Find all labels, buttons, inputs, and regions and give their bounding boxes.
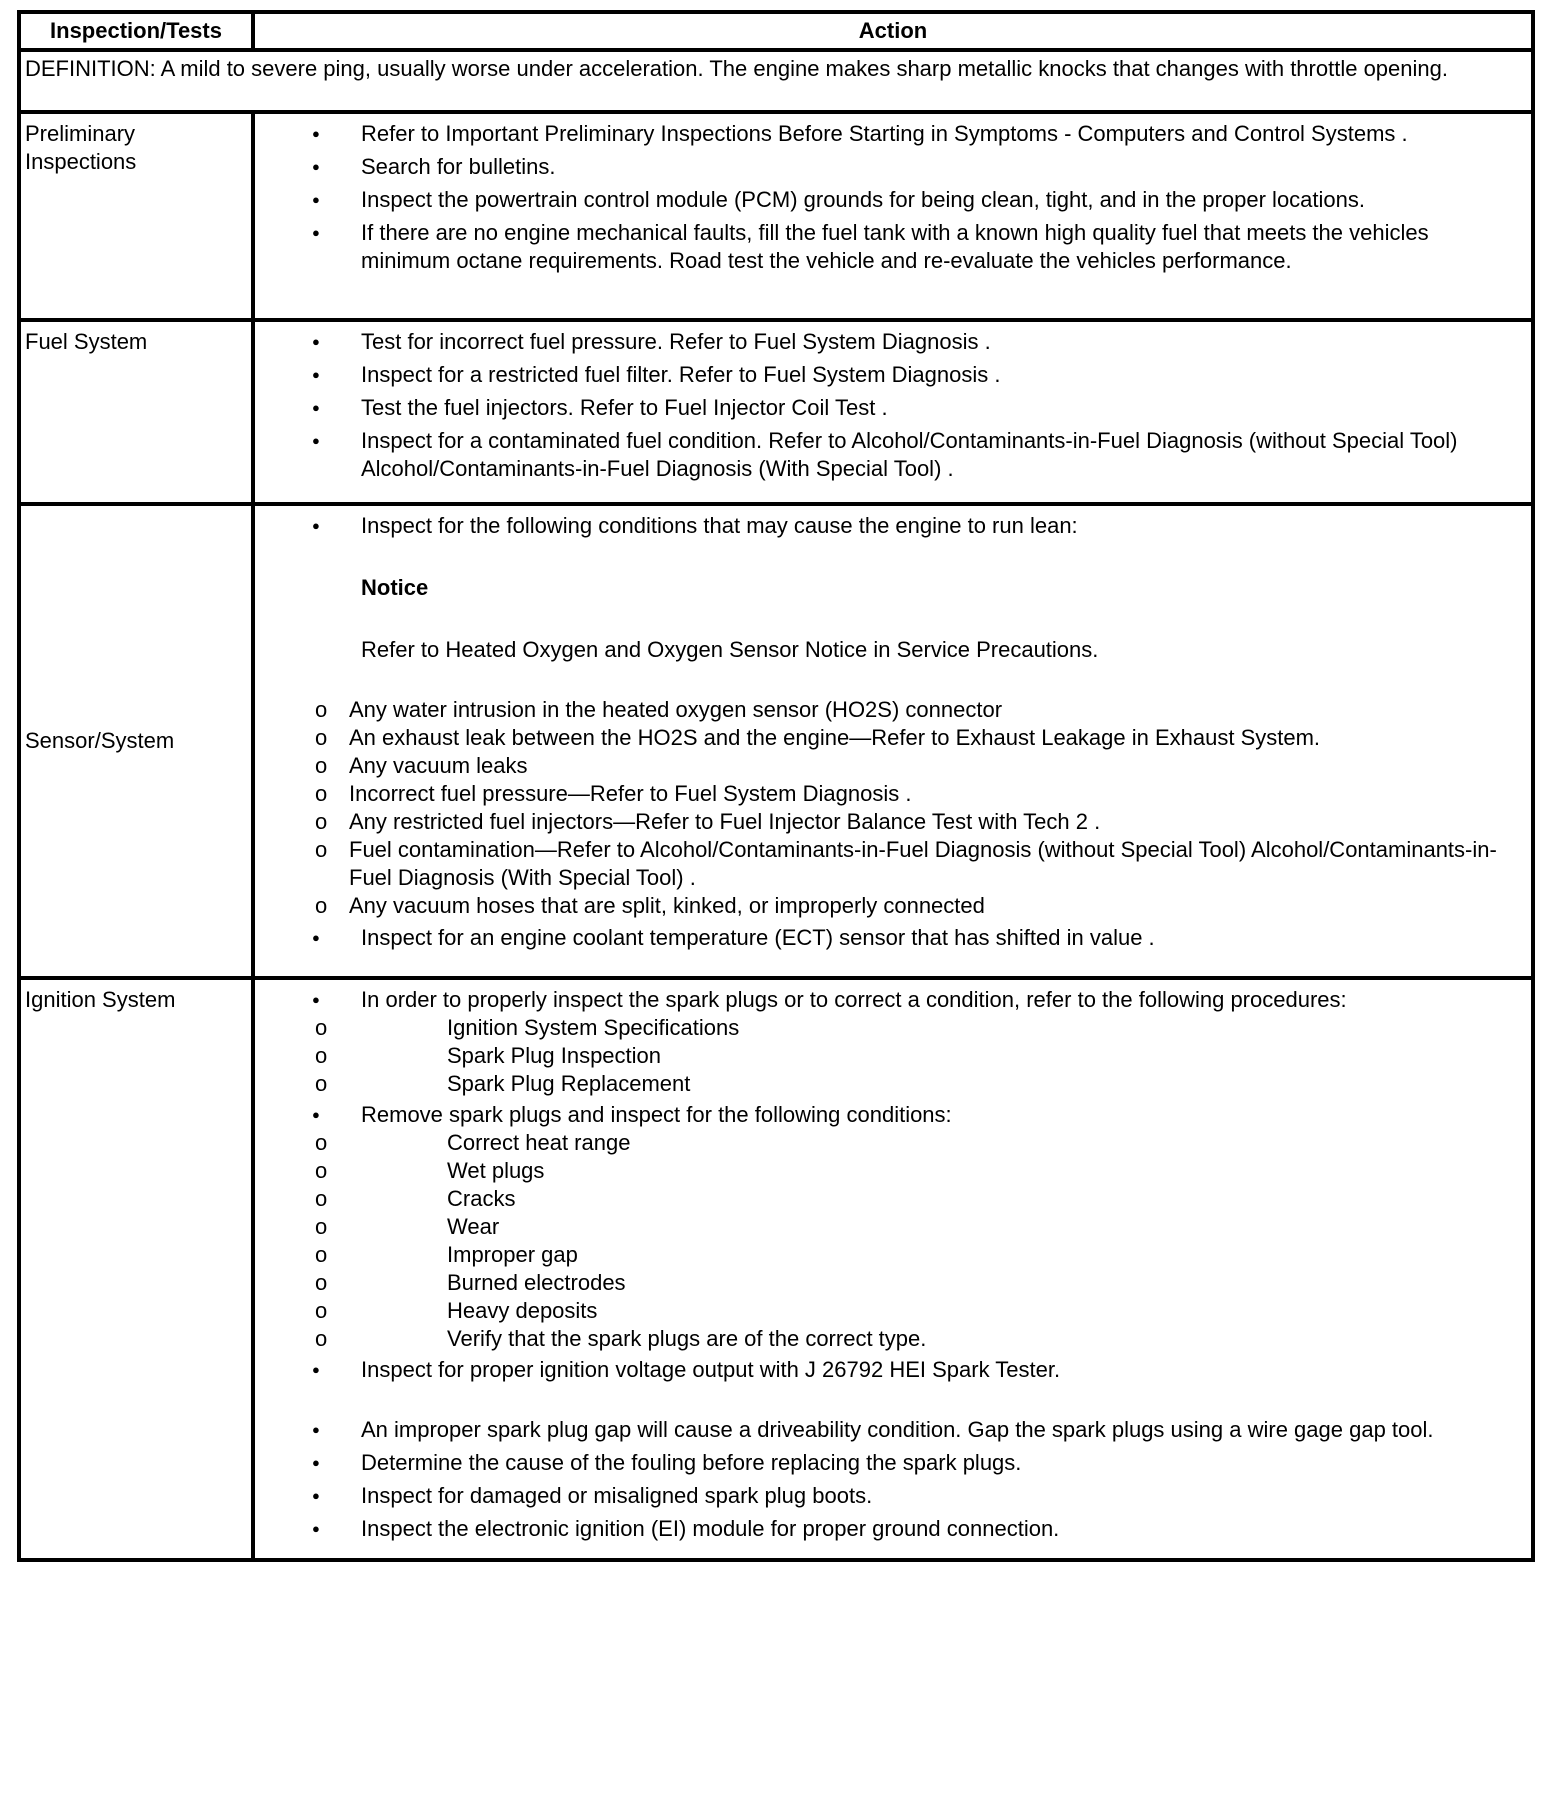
table-header-row bbox=[17, 10, 1535, 48]
row-label-fuel-system: Fuel System bbox=[21, 322, 255, 502]
row-label-preliminary: Preliminary Inspections bbox=[21, 114, 255, 318]
table-row-ignition-system bbox=[17, 976, 1535, 1562]
sub-list-item: o Any vacuum hoses that are split, kinked, or improperly connected bbox=[263, 892, 1523, 920]
ignition-item-procedures: ● In order to properly inspect the spark plugs or to correct a condition, refer to the following procedures: bbox=[361, 987, 1347, 1012]
sub-list-item: o Burned electrodes bbox=[263, 1269, 1523, 1297]
definition-row bbox=[17, 48, 1535, 110]
list-item: ● Inspect for damaged or misaligned spark plug boots. bbox=[255, 1482, 1523, 1510]
row-actions-ignition-system bbox=[255, 980, 1531, 1558]
list-item: ● Test the fuel injectors. Refer to Fuel Injector Coil Test . bbox=[255, 394, 1523, 422]
list-item: ● Inspect for an engine coolant temperature (ECT) sensor that has shifted in value . bbox=[255, 924, 1523, 952]
header-action: Action bbox=[858, 18, 928, 43]
sub-list-item: o An exhaust leak between the HO2S and the engine—Refer to Exhaust Leakage in Exhaust System. bbox=[263, 724, 1523, 752]
sub-list-item: o Any restricted fuel injectors—Refer to Fuel Injector Balance Test with Tech 2 . bbox=[263, 808, 1523, 836]
list-item: ● If there are no engine mechanical faults, fill the fuel tank with a known high quality fuel that meets the vehicles minimum octane requirements. Road test the vehicle and re-evaluate the vehicles performance. bbox=[255, 219, 1523, 275]
header-inspection-tests: Inspection/Tests bbox=[21, 14, 255, 48]
row-label-sensor-system: Sensor/System bbox=[25, 728, 175, 753]
list-item bbox=[255, 512, 1523, 664]
sub-list-item: o Any water intrusion in the heated oxygen sensor (HO2S) connector bbox=[263, 696, 1523, 724]
diagnostic-table bbox=[17, 10, 1535, 1562]
row-label-sensor-system-cell bbox=[21, 506, 255, 976]
list-item bbox=[255, 986, 1523, 1098]
sub-list-item: o Incorrect fuel pressure—Refer to Fuel System Diagnosis . bbox=[263, 780, 1523, 808]
sub-list-item: o Heavy deposits bbox=[263, 1297, 1523, 1325]
row-actions-fuel-system bbox=[255, 322, 1531, 502]
row-label-ignition-system: Ignition System bbox=[21, 980, 255, 1558]
sub-list-item: o Wet plugs bbox=[263, 1157, 1523, 1185]
sub-list-item: o Improper gap bbox=[263, 1241, 1523, 1269]
list-item: ● Inspect for proper ignition voltage output with J 26792 HEI Spark Tester. bbox=[255, 1356, 1523, 1384]
table-row-sensor-system bbox=[17, 502, 1535, 976]
sub-list-item: o Correct heat range bbox=[263, 1129, 1523, 1157]
list-item: ● Inspect for a contaminated fuel condition. Refer to Alcohol/Contaminants-in-Fuel Diagnosis (without Special Tool) Alcohol/Contaminants-in-Fuel Diagnosis (With Special Tool) . bbox=[255, 427, 1523, 483]
sub-list-item: o Spark Plug Inspection bbox=[263, 1042, 1523, 1070]
sub-list-item: o Wear bbox=[263, 1213, 1523, 1241]
sub-list-item: o Ignition System Specifications bbox=[263, 1014, 1523, 1042]
list-item: ● Refer to Important Preliminary Inspections Before Starting in Symptoms - Computers and Control Systems . bbox=[255, 120, 1523, 148]
list-item: ● Inspect the electronic ignition (EI) module for proper ground connection. bbox=[255, 1515, 1523, 1543]
sub-list-item: o Any vacuum leaks bbox=[263, 752, 1523, 780]
sensor-intro: ● Inspect for the following conditions that may cause the engine to run lean: bbox=[361, 513, 1078, 538]
list-item: ● Determine the cause of the fouling before replacing the spark plugs. bbox=[255, 1449, 1523, 1477]
list-item: ● Test for incorrect fuel pressure. Refer to Fuel System Diagnosis . bbox=[255, 328, 1523, 356]
notice-text: Refer to Heated Oxygen and Oxygen Sensor Notice in Service Precautions. bbox=[361, 637, 1099, 662]
table-row-preliminary bbox=[17, 110, 1535, 318]
list-item: ● Inspect for a restricted fuel filter. Refer to Fuel System Diagnosis . bbox=[255, 361, 1523, 389]
ignition-item-remove-plugs: ● Remove spark plugs and inspect for the following conditions: bbox=[361, 1102, 952, 1127]
table-row-fuel-system bbox=[17, 318, 1535, 502]
row-actions-sensor-system bbox=[255, 506, 1531, 976]
row-actions-preliminary bbox=[255, 114, 1531, 318]
list-item: ● An improper spark plug gap will cause a driveability condition. Gap the spark plugs using a wire gage gap tool. bbox=[255, 1416, 1523, 1444]
list-item: ● Inspect the powertrain control module (PCM) grounds for being clean, tight, and in the proper locations. bbox=[255, 186, 1523, 214]
notice-title: Notice bbox=[361, 575, 429, 600]
sub-list-item: o Cracks bbox=[263, 1185, 1523, 1213]
list-item bbox=[255, 1101, 1523, 1353]
definition-text: DEFINITION: A mild to severe ping, usually worse under acceleration. The engine makes sharp metallic knocks that changes with throttle opening. bbox=[25, 56, 1448, 81]
sub-list-item: o Verify that the spark plugs are of the correct type. bbox=[263, 1325, 1523, 1353]
sub-list-item: o Fuel contamination—Refer to Alcohol/Contaminants-in-Fuel Diagnosis (without Special Tool) Alcohol/Contaminants-in-Fuel Diagnosis (With Special Tool) . bbox=[263, 836, 1523, 892]
sub-list-item: o Spark Plug Replacement bbox=[263, 1070, 1523, 1098]
list-item: ● Search for bulletins. bbox=[255, 153, 1523, 181]
